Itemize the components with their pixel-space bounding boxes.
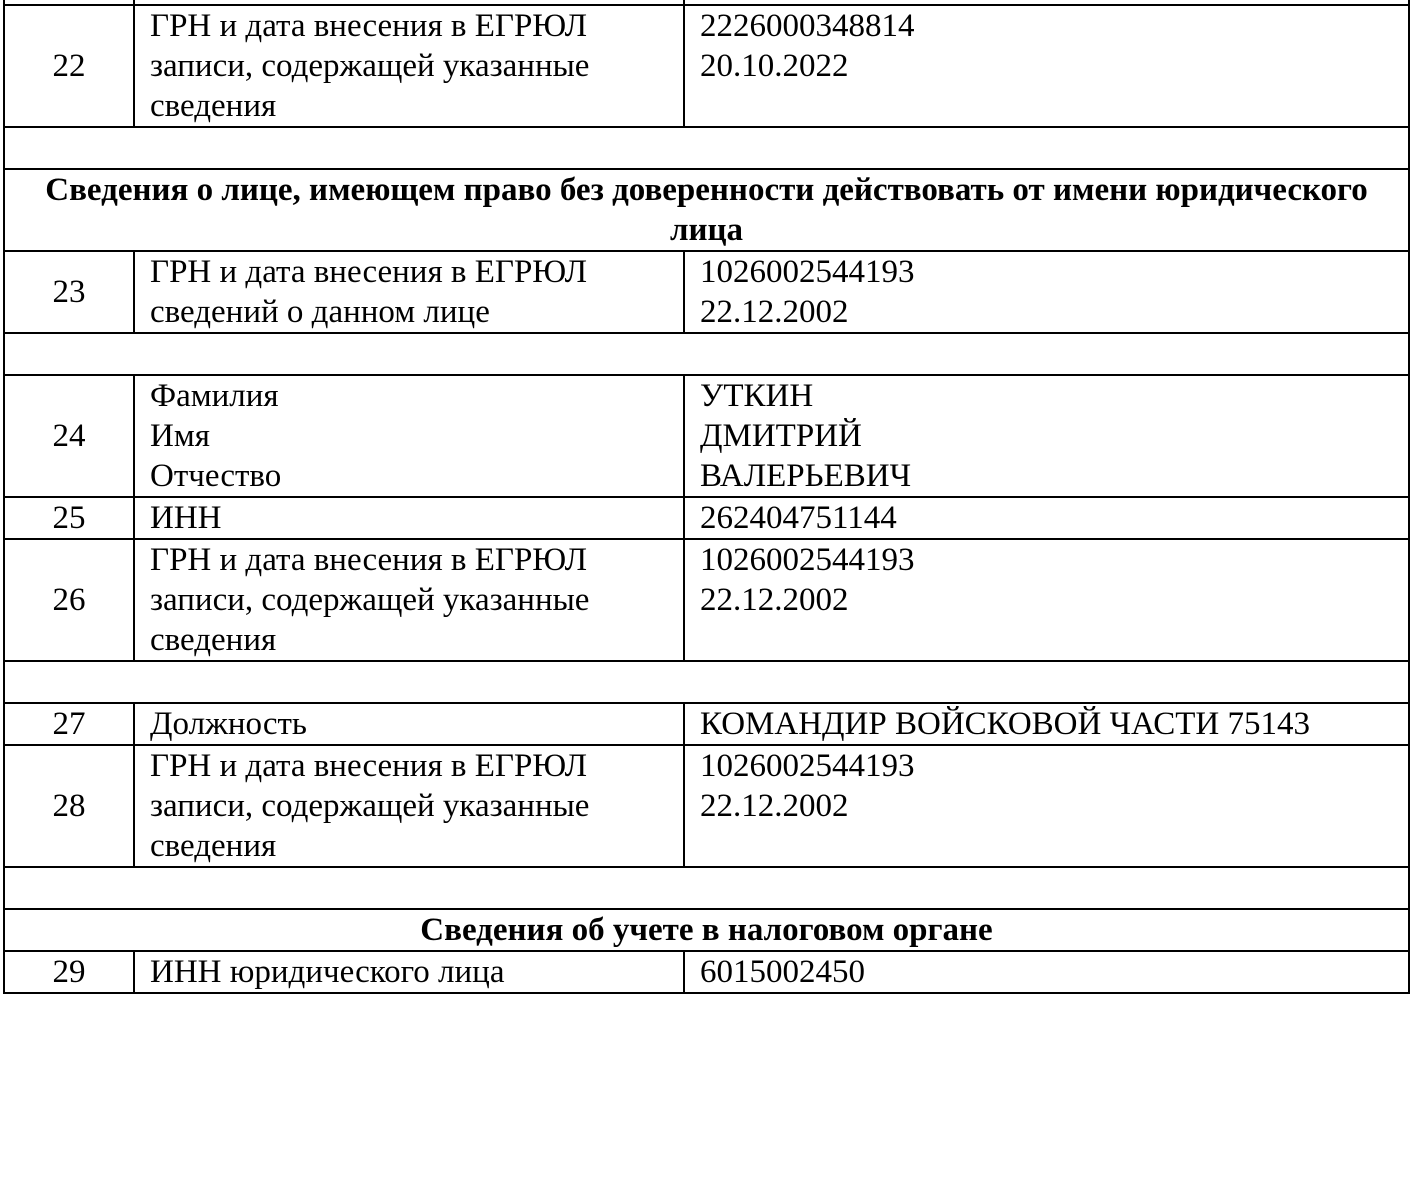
field-label-line: ГРН и дата внесения в ЕГРЮЛ	[150, 254, 587, 290]
table-row-empty	[4, 127, 1409, 169]
egrul-extract-page	[3, 0, 1408, 994]
row-number: 28	[4, 745, 134, 867]
row-number: 25	[4, 497, 134, 539]
field-label	[134, 251, 684, 333]
row-number: 29	[4, 951, 134, 993]
grn-number: 1026002544193	[700, 254, 915, 290]
field-label-line: ГРН и дата внесения в ЕГРЮЛ	[150, 748, 587, 784]
row-number: 27	[4, 703, 134, 745]
empty-cell	[4, 867, 1409, 909]
field-value	[684, 5, 1409, 127]
section-heading-authorized-person: Сведения о лице, имеющем право без доверенности действовать от имени юридического лица	[4, 169, 1409, 251]
field-value	[684, 539, 1409, 661]
table-row-27	[4, 703, 1409, 745]
record-date: 20.10.2022	[700, 48, 849, 84]
table-row-empty	[4, 867, 1409, 909]
table-row-24	[4, 375, 1409, 497]
legal-entity-inn-value: 6015002450	[684, 951, 1409, 993]
table-row-25	[4, 497, 1409, 539]
table-row-23	[4, 251, 1409, 333]
section-heading-tax-registration: Сведения об учете в налоговом органе	[4, 909, 1409, 951]
section-heading-row	[4, 909, 1409, 951]
grn-number: 2226000348814	[700, 8, 915, 44]
field-label-line: записи, содержащей указанные	[150, 582, 590, 618]
field-label-line: записи, содержащей указанные	[150, 788, 590, 824]
patronymic-value: ВАЛЕРЬЕВИЧ	[700, 458, 912, 494]
field-label-line: записи, содержащей указанные	[150, 48, 590, 84]
empty-cell	[4, 127, 1409, 169]
position-value: КОМАНДИР ВОЙСКОВОЙ ЧАСТИ 75143	[684, 703, 1409, 745]
row-number: 26	[4, 539, 134, 661]
empty-cell	[4, 661, 1409, 703]
table-row-empty	[4, 661, 1409, 703]
table-row-empty	[4, 333, 1409, 375]
egrul-table	[3, 0, 1410, 994]
grn-number: 1026002544193	[700, 748, 915, 784]
field-label-line: ГРН и дата внесения в ЕГРЮЛ	[150, 542, 587, 578]
field-label: Должность	[134, 703, 684, 745]
record-date: 22.12.2002	[700, 294, 849, 330]
table-row-26	[4, 539, 1409, 661]
patronymic-label: Отчество	[150, 458, 282, 494]
section-heading-row	[4, 169, 1409, 251]
field-label	[134, 5, 684, 127]
inn-value: 262404751144	[684, 497, 1409, 539]
field-label: ИНН	[134, 497, 684, 539]
field-value	[684, 745, 1409, 867]
record-date: 22.12.2002	[700, 582, 849, 618]
row-number: 22	[4, 5, 134, 127]
field-label: ИНН юридического лица	[134, 951, 684, 993]
table-row-29	[4, 951, 1409, 993]
field-label-line: сведения	[150, 622, 277, 658]
field-value	[684, 375, 1409, 497]
table-row-28	[4, 745, 1409, 867]
row-number: 23	[4, 251, 134, 333]
surname-label: Фамилия	[150, 378, 279, 414]
field-label-line: сведения	[150, 88, 277, 124]
table-row-22	[4, 5, 1409, 127]
field-label-line: ГРН и дата внесения в ЕГРЮЛ	[150, 8, 587, 44]
field-label	[134, 375, 684, 497]
row-number: 24	[4, 375, 134, 497]
surname-value: УТКИН	[700, 378, 814, 414]
grn-number: 1026002544193	[700, 542, 915, 578]
field-label	[134, 745, 684, 867]
first-name-label: Имя	[150, 418, 210, 454]
field-value	[684, 251, 1409, 333]
first-name-value: ДМИТРИЙ	[700, 418, 862, 454]
field-label-line: сведений о данном лице	[150, 294, 490, 330]
record-date: 22.12.2002	[700, 788, 849, 824]
field-label	[134, 539, 684, 661]
empty-cell	[4, 333, 1409, 375]
field-label-line: сведения	[150, 828, 277, 864]
